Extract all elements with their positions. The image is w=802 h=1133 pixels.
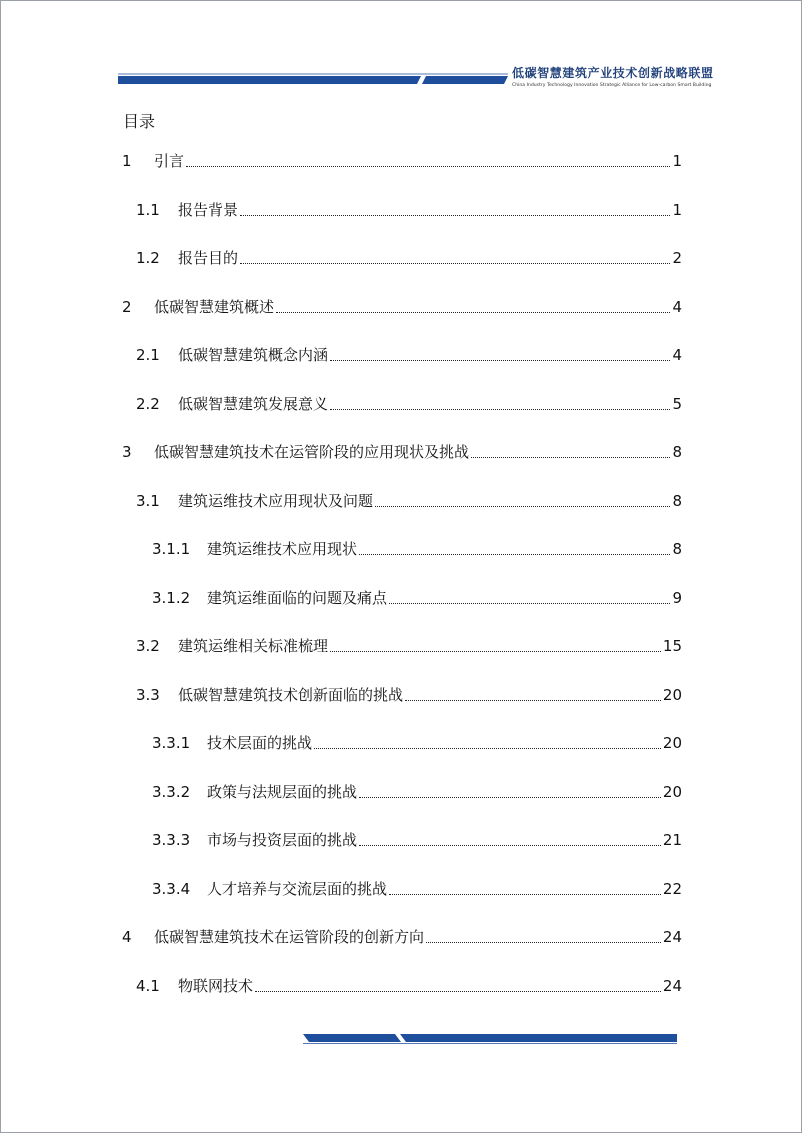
toc-entry-label: 建筑运维技术应用现状及问题 (178, 491, 374, 510)
toc-entry-page: 20 (662, 734, 682, 752)
toc-dot-leader (240, 215, 670, 216)
toc-entry-number: 3.3 (136, 685, 160, 704)
toc-entry-page: 4 (672, 297, 682, 316)
toc-entry-label: 报告目的 (178, 249, 239, 267)
toc-dot-leader (314, 748, 661, 749)
toc-entry[interactable] (0, 878, 682, 900)
toc-entry-number: 4 (122, 928, 132, 946)
toc-dot-leader (375, 506, 670, 507)
toc-entry-label: 建筑运维技术应用现状 (207, 540, 358, 558)
toc-entry-page: 8 (672, 540, 682, 558)
toc-entry-page: 1 (672, 152, 682, 170)
toc-entry-label: 物联网技术 (178, 976, 254, 995)
toc-entry-page: 8 (672, 443, 682, 461)
toc-entry-number: 4.1 (136, 976, 160, 995)
toc-entry-label: 人才培养与交流层面的挑战 (207, 879, 388, 898)
header-decor-bar (118, 72, 508, 86)
toc-entry-page: 20 (662, 685, 682, 704)
toc-entry[interactable] (0, 732, 682, 754)
toc-entry-number: 3.3.3 (152, 831, 191, 849)
toc-dot-leader (359, 554, 670, 555)
toc-entry-page: 24 (662, 928, 682, 946)
toc-dot-leader (359, 845, 661, 846)
toc-entry[interactable] (0, 635, 682, 657)
toc-dot-leader (330, 360, 670, 361)
toc-entry[interactable] (0, 393, 682, 415)
toc-entry[interactable] (0, 538, 682, 560)
toc-entry-page: 8 (672, 491, 682, 510)
toc-entry-number: 2 (122, 297, 132, 316)
toc-entry[interactable] (0, 441, 682, 463)
org-name-en: China Industry Technology Innovation Strategic Alliance for Low-carbon Smart Building (512, 83, 712, 88)
toc-entry-label: 建筑运维面临的问题及痛点 (207, 588, 388, 607)
toc-entry-page: 22 (662, 879, 682, 898)
toc-dot-leader (186, 166, 670, 167)
toc-dot-leader (359, 797, 661, 798)
toc-entry[interactable] (0, 781, 682, 803)
toc-entry-number: 1 (122, 152, 132, 170)
toc-entry[interactable] (0, 247, 682, 269)
toc-entry[interactable] (0, 926, 682, 948)
toc-entry-label: 政策与法规层面的挑战 (207, 782, 358, 801)
toc-entry-number: 3.3.2 (152, 782, 191, 801)
toc-entry-number: 3.3.1 (152, 734, 191, 752)
toc-dot-leader (405, 700, 661, 701)
toc-entry[interactable] (0, 296, 682, 318)
org-name-cn: 低碳智慧建筑产业技术创新战略联盟 (512, 66, 714, 80)
toc-entry-page: 2 (672, 249, 682, 267)
toc-dot-leader (240, 263, 670, 264)
toc-entry-label: 报告背景 (178, 200, 239, 219)
toc-entry-label: 低碳智慧建筑技术在运管阶段的创新方向 (154, 928, 425, 946)
toc-entry-number: 1.1 (136, 200, 160, 219)
toc-entry-label: 低碳智慧建筑技术在运管阶段的应用现状及挑战 (154, 443, 470, 461)
toc-entry-number: 1.2 (136, 249, 160, 267)
toc-entry-number: 2.1 (136, 346, 160, 364)
toc-entry[interactable] (0, 490, 682, 512)
toc-entry-page: 21 (662, 831, 682, 849)
toc-entry-number: 2.2 (136, 394, 160, 413)
toc-entry-number: 3.3.4 (152, 879, 191, 898)
toc-entry-number: 3.1.2 (152, 588, 191, 607)
toc-dot-leader (276, 312, 670, 313)
toc-entry-number: 3 (122, 443, 132, 461)
toc-dot-leader (426, 942, 661, 943)
header-org (512, 64, 714, 88)
toc-entry-number: 3.2 (136, 637, 160, 655)
toc-entry-label: 低碳智慧建筑概述 (154, 297, 275, 316)
toc-entry-number: 3.1.1 (152, 540, 191, 558)
toc-entry-label: 低碳智慧建筑概念内涵 (178, 346, 329, 364)
footer-decor-bar (303, 1033, 677, 1044)
toc-entry-label: 引言 (154, 152, 185, 170)
toc-entry-page: 4 (672, 346, 682, 364)
toc-entry[interactable] (0, 199, 682, 221)
toc-entry-page: 1 (672, 200, 682, 219)
toc-dot-leader (330, 651, 661, 652)
toc-entry[interactable] (0, 975, 682, 997)
toc-dot-leader (255, 991, 661, 992)
toc-dot-leader (471, 457, 670, 458)
toc-title: 目录 (123, 112, 156, 131)
toc-entry-page: 24 (662, 976, 682, 995)
toc-entry-label: 市场与投资层面的挑战 (207, 831, 358, 849)
toc-entry[interactable] (0, 684, 682, 706)
toc-entry-label: 低碳智慧建筑发展意义 (178, 394, 329, 413)
toc-entry-label: 低碳智慧建筑技术创新面临的挑战 (178, 685, 404, 704)
toc-entry[interactable] (0, 150, 682, 172)
toc-entry-label: 技术层面的挑战 (207, 734, 313, 752)
toc-dot-leader (330, 409, 670, 410)
toc-dot-leader (389, 894, 661, 895)
toc-entry-page: 9 (672, 588, 682, 607)
toc-entry-page: 5 (672, 394, 682, 413)
toc-entry[interactable] (0, 587, 682, 609)
toc-entry-page: 20 (662, 782, 682, 801)
toc-entry-page: 15 (662, 637, 682, 655)
toc-entry[interactable] (0, 344, 682, 366)
toc-entry[interactable] (0, 829, 682, 851)
toc-entry-number: 3.1 (136, 491, 160, 510)
toc-dot-leader (389, 603, 670, 604)
toc-entry-label: 建筑运维相关标准梳理 (178, 637, 329, 655)
